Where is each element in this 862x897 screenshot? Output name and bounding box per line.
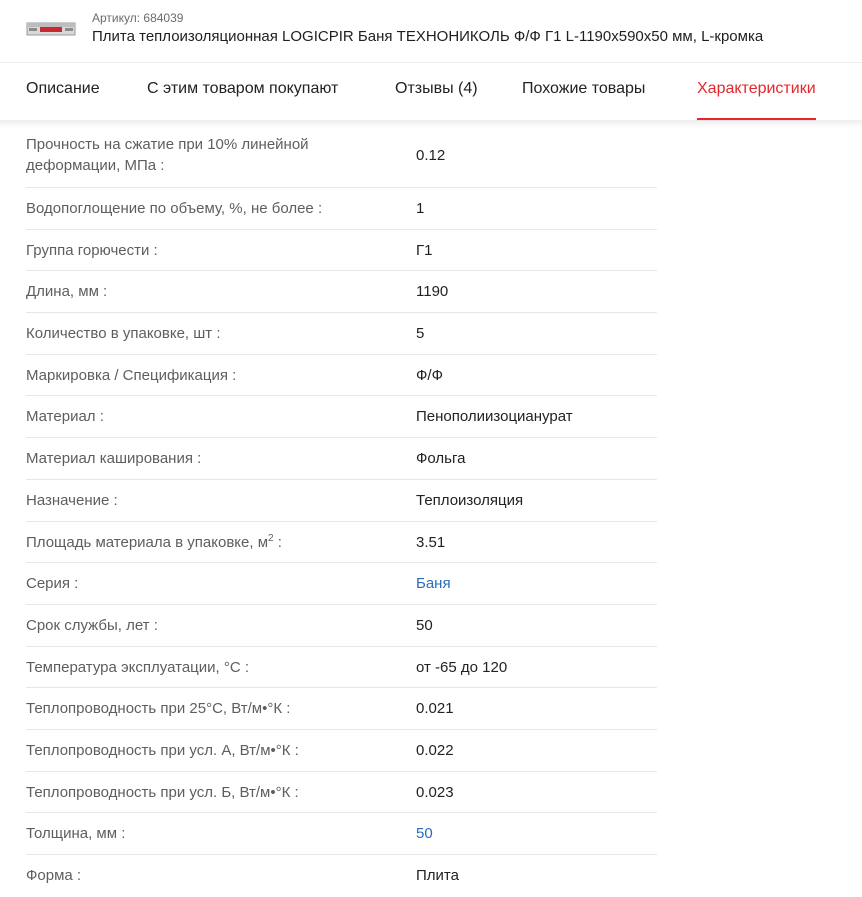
- spec-value: 1: [416, 200, 425, 217]
- tab-description[interactable]: Описание: [26, 80, 100, 97]
- tab-bought-together[interactable]: С этим товаром покупают: [147, 80, 339, 97]
- tab-bar-shadow: [0, 120, 862, 128]
- spec-label: Теплопроводность при усл. А, Вт/м•°К :: [26, 741, 299, 759]
- spec-value: 0.023: [416, 783, 454, 801]
- spec-label: Маркировка / Спецификация :: [26, 366, 237, 384]
- spec-value: 0.12: [416, 147, 446, 164]
- thickness-link[interactable]: 50: [416, 825, 433, 843]
- spec-value: Фольга: [416, 450, 466, 468]
- spec-row: [26, 396, 657, 438]
- spec-row: [26, 605, 657, 647]
- spec-label: Температура эксплуатации, °С :: [26, 658, 250, 676]
- spec-value: 5: [416, 325, 425, 343]
- spec-label: Серия :: [26, 575, 79, 593]
- spec-value: от -65 до 120: [416, 658, 508, 676]
- spec-value: Теплоизоляция: [416, 491, 524, 509]
- spec-label: Материал :: [26, 408, 104, 426]
- spec-row: [26, 813, 657, 855]
- spec-value: 3.51: [416, 533, 446, 551]
- spec-row: [26, 313, 657, 355]
- spec-label: Форма :: [26, 867, 82, 884]
- spec-row: [26, 855, 657, 897]
- spec-value: Пенополиизоцианурат: [416, 408, 573, 426]
- spec-label: Прочность на сжатие при 10% линейной деформации, МПа :: [26, 136, 309, 174]
- spec-value: Г1: [416, 241, 433, 259]
- spec-row: [26, 647, 657, 689]
- spec-label: Водопоглощение по объему, %, не более :: [26, 200, 323, 217]
- series-link[interactable]: Баня: [416, 575, 451, 593]
- spec-label-superscript: 2: [268, 532, 274, 544]
- product-thumbnail[interactable]: [26, 18, 76, 40]
- spec-row: [26, 563, 657, 605]
- spec-value: 0.022: [416, 741, 454, 759]
- spec-label: Группа горючести :: [26, 241, 158, 259]
- spec-value: Плита: [416, 867, 459, 884]
- specs-table: [26, 128, 657, 897]
- tab-bar: [0, 62, 862, 120]
- tab-similar-products[interactable]: Похожие товары: [522, 80, 646, 97]
- article-number: Артикул: 684039: [92, 11, 184, 25]
- spec-label: Материал каширования :: [26, 450, 202, 468]
- spec-label: Длина, мм :: [26, 283, 108, 301]
- spec-value: 0.021: [416, 700, 454, 718]
- spec-label: Теплопроводность при 25°С, Вт/м•°К :: [26, 700, 291, 718]
- spec-label: Теплопроводность при усл. Б, Вт/м•°К :: [26, 783, 299, 801]
- spec-row: [26, 480, 657, 522]
- spec-label: Срок службы, лет :: [26, 616, 158, 634]
- spec-row: [26, 128, 657, 188]
- spec-row: [26, 438, 657, 480]
- spec-label-text: Площадь материала в упаковке, м: [26, 533, 269, 551]
- spec-label: Количество в упаковке, шт :: [26, 325, 221, 343]
- spec-row: [26, 230, 657, 272]
- spec-label: Толщина, мм :: [26, 825, 126, 843]
- spec-label-suffix: :: [273, 533, 282, 551]
- spec-label: Назначение :: [26, 491, 118, 509]
- spec-value: Ф/Ф: [416, 366, 443, 384]
- spec-value: 1190: [416, 283, 449, 301]
- spec-row: [26, 355, 657, 397]
- spec-row: [26, 688, 657, 730]
- spec-row: [26, 271, 657, 313]
- product-title: Плита теплоизоляционная LOGICPIR Баня ТЕХНОНИКОЛЬ Ф/Ф Г1 L-1190x590x50 мм, L-кромка: [92, 28, 764, 45]
- tab-characteristics[interactable]: Характеристики: [697, 63, 816, 121]
- spec-row: [26, 772, 657, 814]
- spec-row: [26, 730, 657, 772]
- spec-label: [26, 532, 406, 553]
- tab-reviews[interactable]: Отзывы (4): [395, 80, 478, 97]
- spec-row: [26, 188, 657, 230]
- spec-row: [26, 522, 657, 564]
- product-header: [0, 0, 862, 62]
- spec-value: 50: [416, 616, 433, 634]
